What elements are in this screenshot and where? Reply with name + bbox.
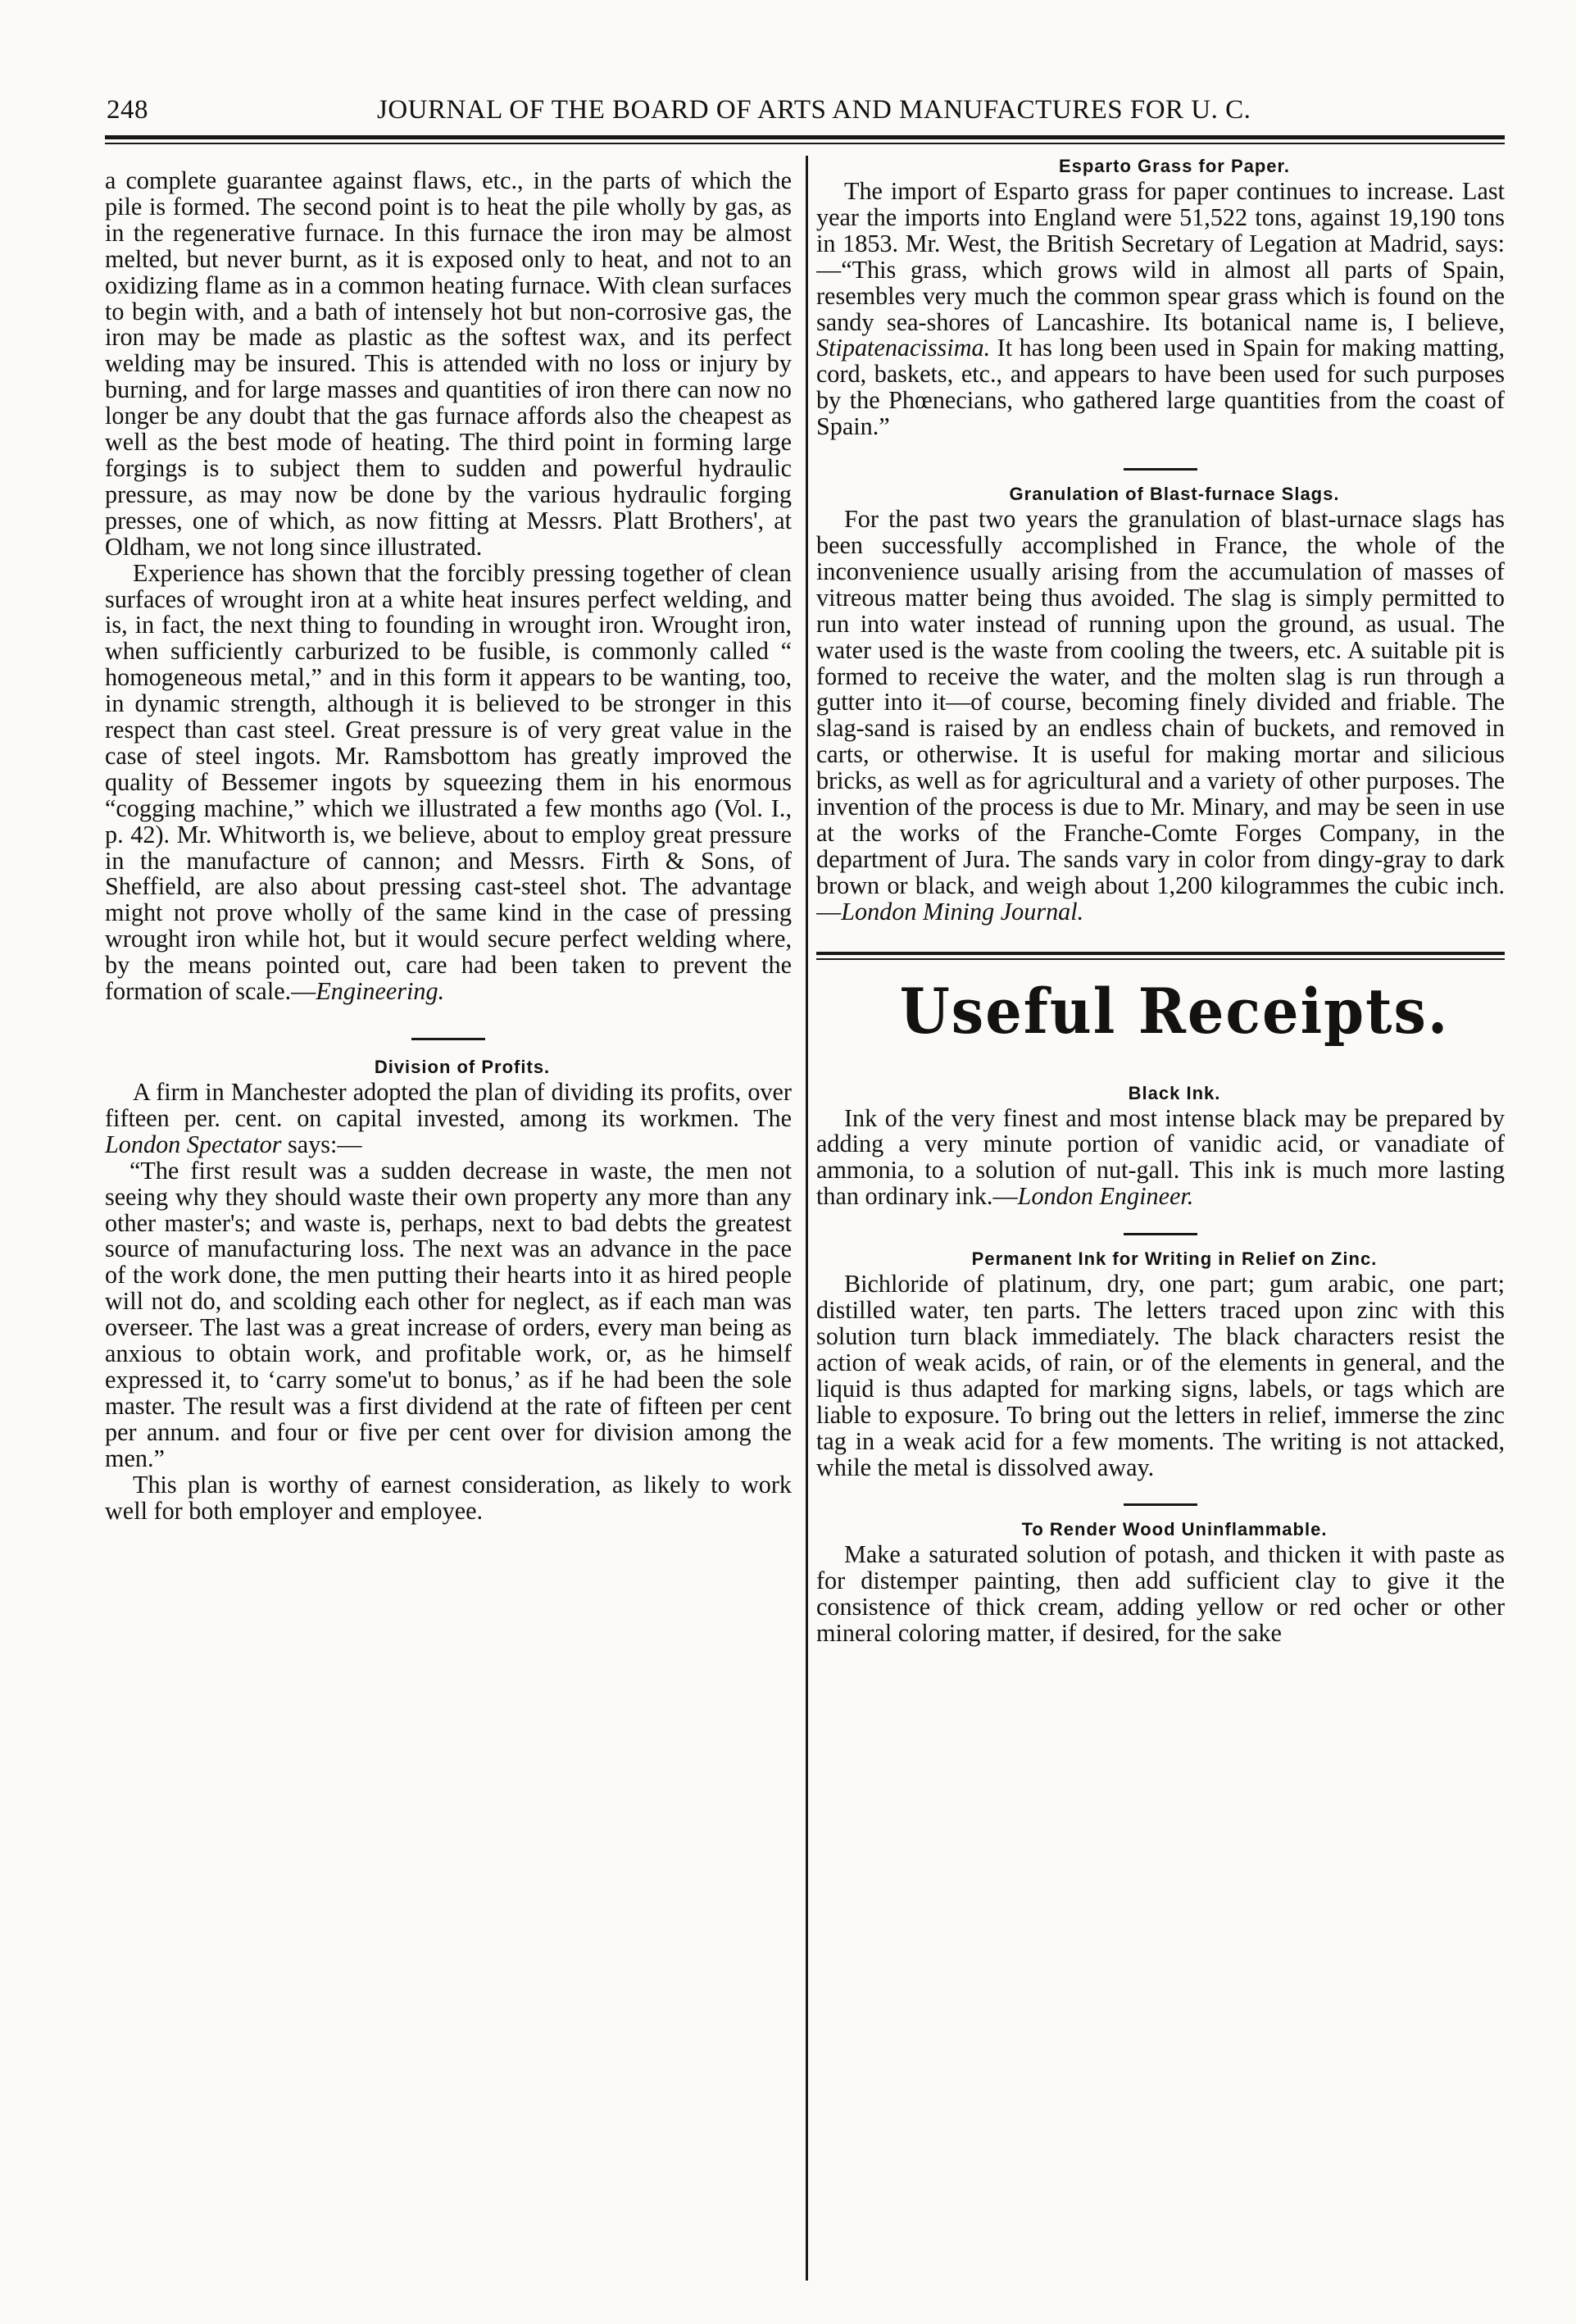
section-heading: Division of Profits. (374, 1057, 551, 1077)
page-number: 248 (107, 95, 148, 125)
paragraph-text: The import of Esparto grass for paper continues to increase. Last year the imports into England were 51,522 tons, against 19,190 tons in 1853. Mr. West, the British Secretary of Legation at Madrid, says:—“This grass, which grows wild in almost all parts of Spain, resembles very much the common spear grass which is found on the sandy sea-shores of Lancashire. Its botanical name is, I believe, (816, 177, 1505, 336)
paragraph (816, 179, 1505, 440)
paragraph: Make a saturated solution of potash, and thicken it with paste as for distemper painting, then add sufficient clay to give it the consistence of thick cream, adding yellow or red ocher or other mineral coloring matter, if desired, for the sake (816, 1540, 1505, 1648)
quoted-paragraph: “The first result was a sudden decrease in waste, the men not seeing why they should waste their own property any more than any other master's; and waste is, perhaps, next to bad debts the greatest source of manufacturing loss. The next was an advance in the pace of the work done, the men putting their hearts into it as hired people will not do, and scolding each other for neglect, as if each man was overseer. The last was a great increase of orders, every man being as anxious to obtain work, and profitable work, or, as he himself expressed it, to ‘carry some'ut to bonus,’ as if he had been the sole master. The result was a first dividend at the rate of fifteen per cent per annum. and four or five per cent over for division among the men.” (105, 1156, 792, 1472)
source-citation: London Spectator (105, 1130, 282, 1158)
journal-title: JOURNAL OF THE BOARD OF ARTS AND MANUFACTURES FOR U. C. (377, 95, 1251, 125)
botanical-name: Stipatenacissima. (816, 334, 991, 362)
paragraph-text: says:— (281, 1130, 362, 1158)
paragraph-text: A firm in Manchester adopted the plan of dividing its profits, over fifteen per. cent. on capital invested, among its workmen. The (105, 1078, 792, 1132)
paragraph: This plan is worthy of earnest consideration, as likely to work well for both employer and employee. (105, 1470, 792, 1525)
source-citation: Engineering. (316, 977, 445, 1006)
column-divider (806, 156, 808, 2281)
right-column (816, 154, 1505, 2253)
left-column (105, 168, 792, 2267)
paragraph-text: Ink of the very finest and most intense black may be prepared by adding a very minute portion of vanidic acid, or vanadiate of ammonia, to a solution of nut-gall. This ink is much more lasting than ordinary ink.— (816, 1103, 1505, 1211)
paragraph (105, 1080, 792, 1158)
running-header (98, 92, 1500, 133)
section-heading: Permanent Ink for Writing in Relief on Zinc. (971, 1248, 1378, 1270)
paragraph: Bichloride of platinum, dry, one part; gum arabic, one part; distilled water, ten parts. The letters traced upon zinc with this solution turn black immediately. The black characters resist the action of weak acids, of rain, or of the elements in general, and the liquid is thus adapted for marking signs, labels, or tags which are liable to exposure. To bring out the letters in relief, immerse the zinc tag in a weak acid for a few moments. The writing is not attacked, while the metal is dissolved away. (816, 1270, 1505, 1481)
paragraph: a complete guarantee against flaws, etc., in the parts of which the pile is formed. The second point is to heat the pile wholly by gas, as in the regenerative furnace. In this furnace the iron may be almost melted, but never burnt, as it is exposed only to heat, and not to an oxidizing flame as in a common heating furnace. With clean surfaces to begin with, and a bath of intensely hot but non-corrosive gas, the iron may be made as plastic as the softest wax, and its perfect welding may be insured. This is attended with no loss or injury by burning, and for large masses and quantities of iron there can now no longer be any doubt that the gas furnace affords also the cheapest as well as the best mode of heating. The third point in forming large forgings is to subject them to sudden and powerful hydraulic pressure, as may now be done by the various hydraulic forging presses, one of which, as now fitting at Messrs. Platt Brothers', at Oldham, we not long since illustrated. (105, 168, 792, 561)
paragraph (105, 558, 792, 1006)
paragraph-text: Experience has shown that the forcibly pressing together of clean surfaces of wrought iron at a white heat insures perfect welding, and is, in fact, the next thing to founding in wrought iron. Wrought iron, when sufficiently carburized to be fusible, is commonly called “ homogeneous metal,” and in this form it appears to be wanting, too, in dynamic strength, although it is believed to be stronger in this respect than cast steel. Great pressure is of very great value in the case of steel ingots. Mr. Ramsbottom has greatly improved the quality of Bessemer ingots by squeezing them in his enormous “cogging machine,” which we illustrated a few months ago (Vol. I., p. 42). Mr. Whitworth is, we believe, about to employ great pressure in the manufacture of cannon; and Messrs. Firth & Sons, of Sheffield, are also about pressing cast-steel shot. The advantage might not prove wholly of the same kind in the case of pressing wrought iron while hot, but it would secure perfect welding where, by the means pointed out, care had been taken to prevent the formation of scale.— (105, 558, 792, 1006)
section-heading: To Render Wood Uninflammable. (1021, 1519, 1328, 1540)
paragraph-text: For the past two years the granulation of blast-urnace slags has been successfully accomplished in France, the whole of the inconvenience usually arising from the accumulation of masses of vitreous matter being thus avoided. The slag is simply permitted to run into water instead of running upon the ground, as usual. The water used is the waste from cooling the tweers, etc. A suitable pit is formed to receive the water, and the molten slag is run through a gutter into it—of course, becoming finely divided and friable. The slag-sand is raised by an endless chain of buckets, and removed in carts, or otherwise. It is useful for making mortar and silicious bricks, as well as for agricultural and a variety of other purposes. The invention of the process is due to Mr. Minary, and may be seen in use at the works of the Franche-Comte Forges Company, in the department of Jura. The sands vary in color from dingy-gray to dark brown or black, and weigh about 1,200 kilogrammes the cubic inch.— (816, 505, 1505, 926)
paragraph-text: It has long been used in Spain for making matting, cord, baskets, etc., and appears to have been used for such purposes by the Phœnecians, who gathered large quantities from the coast of Spain.” (816, 334, 1505, 441)
header-rule-thick (105, 135, 1505, 139)
source-citation: London Mining Journal. (841, 897, 1084, 926)
section-title: Useful Receipts. (899, 974, 1450, 1048)
header-rule-thin (105, 143, 1505, 144)
section-heading: Esparto Grass for Paper. (1059, 156, 1290, 176)
source-citation: London Engineer. (1017, 1182, 1194, 1211)
paragraph (816, 507, 1505, 926)
section-heading: Granulation of Blast-furnace Slags. (1009, 484, 1340, 505)
paragraph (816, 1103, 1505, 1211)
section-heading: Black Ink. (1128, 1082, 1221, 1103)
